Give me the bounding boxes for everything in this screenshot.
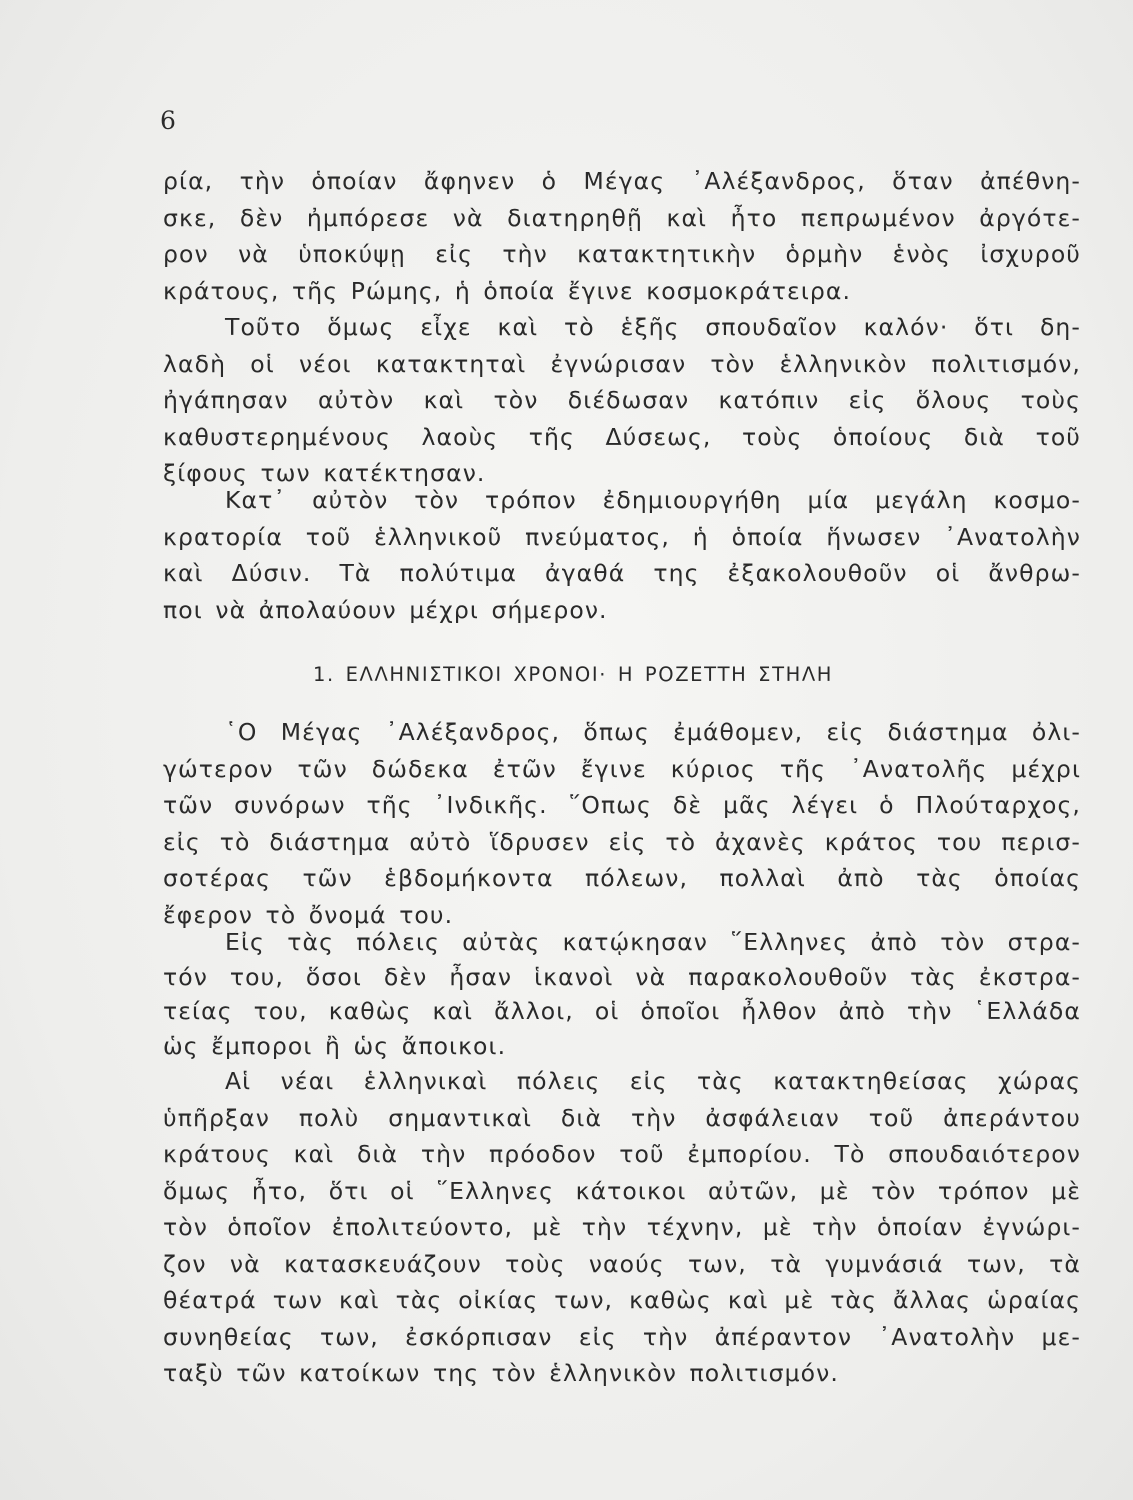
text-line: καθυστερημένους λαοὺς τῆς Δύσεως, τοὺς ὁποίους διὰ τοῦ xyxy=(163,422,1081,451)
section-paragraph-1 xyxy=(163,714,1081,933)
text-line: λαδὴ οἱ νέοι κατακτηταὶ ἐγνώρισαν τὸν ἑλληνικὸν πολιτισμόν, xyxy=(163,349,1081,378)
text-line: σοτέρας τῶν ἑβδομήκοντα πόλεων, πολλαὶ ἀπὸ τὰς ὁποίας xyxy=(163,864,1081,892)
paragraph-3 xyxy=(163,482,1081,628)
text-line: κρατορία τοῦ ἑλληνικοῦ πνεύματος, ἡ ὁποία ἥνωσεν ᾿Ανατολὴν xyxy=(163,522,1081,551)
text-line: Εἰς τὰς πόλεις αὐτὰς κατῴκησαν ῞Ελληνες ἀπὸ τὸν στρα- xyxy=(225,928,1081,956)
text-line: τὸν ὁποῖον ἐπολιτεύοντο, μὲ τὴν τέχνην, μὲ τὴν ὁποίαν ἐγνώρι- xyxy=(163,1213,1081,1241)
text-line: ρον νὰ ὑποκύψῃ εἰς τὴν κατακτητικὴν ὁρμὴν ἑνὸς ἰσχυροῦ xyxy=(163,240,1081,268)
text-line: σκε, δὲν ἠμπόρεσε νὰ διατηρηθῇ καὶ ἦτο πεπρωμένον ἀργότε- xyxy=(163,203,1081,232)
text-line: θέατρά των καὶ τὰς οἰκίας των, καθὼς καὶ μὲ τὰς ἄλλας ὡραίας xyxy=(163,1286,1081,1314)
text-line: ρία, τὴν ὁποίαν ἄφηνεν ὁ Μέγας ᾿Αλέξανδρος, ὅταν ἀπέθνη- xyxy=(163,167,1081,195)
section-heading: 1. ΕΛΛΗΝΙΣΤΙΚΟΙ ΧΡΟΝΟΙ· Η ΡΟΖΕΤΤΗ ΣΤΗΛΗ xyxy=(313,663,834,686)
text-line: ἔφερον τὸ ὄνομά του. xyxy=(163,900,454,929)
section-paragraph-3 xyxy=(163,1063,1081,1392)
text-line: ῾Ο Μέγας ᾿Αλέξανδρος, ὅπως ἐμάθομεν, εἰς διάστημα ὀλι- xyxy=(225,718,1081,746)
text-line: Κατ᾿ αὐτὸν τὸν τρόπον ἐδημιουργήθη μία μεγάλη κοσμο- xyxy=(225,486,1081,514)
paragraph-2 xyxy=(163,309,1081,492)
text-line: τῶν συνόρων τῆς ᾿Ινδικῆς. ῞Οπως δὲ μᾶς λέγει ὁ Πλούταρχος, xyxy=(163,791,1081,819)
text-line: ξίφους των κατέκτησαν. xyxy=(163,459,486,487)
text-line: κράτους, τῆς Ρώμης, ἡ ὁποία ἔγινε κοσμοκράτειρα. xyxy=(163,276,852,305)
text-line: καὶ Δύσιν. Τὰ πολύτιμα ἀγαθά της ἐξακολουθοῦν οἱ ἄνθρω- xyxy=(163,559,1081,587)
text-line: ποι νὰ ἀπολαύουν μέχρι σήμερον. xyxy=(163,595,608,624)
text-line: Αἱ νέαι ἑλληνικαὶ πόλεις εἰς τὰς κατακτηθείσας χώρας xyxy=(225,1067,1081,1095)
paragraph-1 xyxy=(163,163,1081,309)
page-number: 6 xyxy=(160,106,176,135)
text-line: ταξὺ τῶν κατοίκων της τὸν ἑλληνικὸν πολιτισμόν. xyxy=(163,1359,839,1387)
text-line: ζον νὰ κατασκευάζουν τοὺς ναούς των, τὰ γυμνάσιά των, τὰ xyxy=(163,1249,1081,1278)
text-line: ὡς ἔμποροι ἢ ὡς ἄποικοι. xyxy=(163,1031,507,1060)
text-line: κράτους καὶ διὰ τὴν πρόοδον τοῦ ἐμπορίου. Τὸ σπουδαιότερον xyxy=(163,1140,1081,1168)
text-line: ἠγάπησαν αὐτὸν καὶ τὸν διέδωσαν κατόπιν εἰς ὅλους τοὺς xyxy=(163,386,1081,414)
text-line: συνηθείας των, ἐσκόρπισαν εἰς τὴν ἀπέραντον ᾿Ανατολὴν με- xyxy=(163,1322,1081,1351)
text-line: Τοῦτο ὅμως εἶχε καὶ τὸ ἑξῆς σπουδαῖον καλόν· ὅτι δη- xyxy=(225,313,1081,341)
text-line: τόν του, ὅσοι δὲν ἦσαν ἱκανοὶ νὰ παρακολουθοῦν τὰς ἐκστρα- xyxy=(163,962,1081,991)
text-line: εἰς τὸ διάστημα αὐτὸ ἵδρυσεν εἰς τὸ ἀχανὲς κράτος του περισ- xyxy=(163,827,1081,856)
text-line: ὅμως ἦτο, ὅτι οἱ ῞Ελληνες κάτοικοι αὐτῶν, μὲ τὸν τρόπον μὲ xyxy=(163,1176,1081,1205)
text-line: γώτερον τῶν δώδεκα ἐτῶν ἔγινε κύριος τῆς ᾿Ανατολῆς μέχρι xyxy=(163,754,1081,783)
text-line: τείας του, καθὼς καὶ ἄλλοι, οἱ ὁποῖοι ἦλθον ἀπὸ τὴν ῾Ελλάδα xyxy=(163,997,1081,1025)
section-paragraph-2 xyxy=(163,925,1081,1063)
text-line: ὑπῆρξαν πολὺ σημαντικαὶ διὰ τὴν ἀσφάλειαν τοῦ ἀπεράντου xyxy=(163,1103,1081,1132)
